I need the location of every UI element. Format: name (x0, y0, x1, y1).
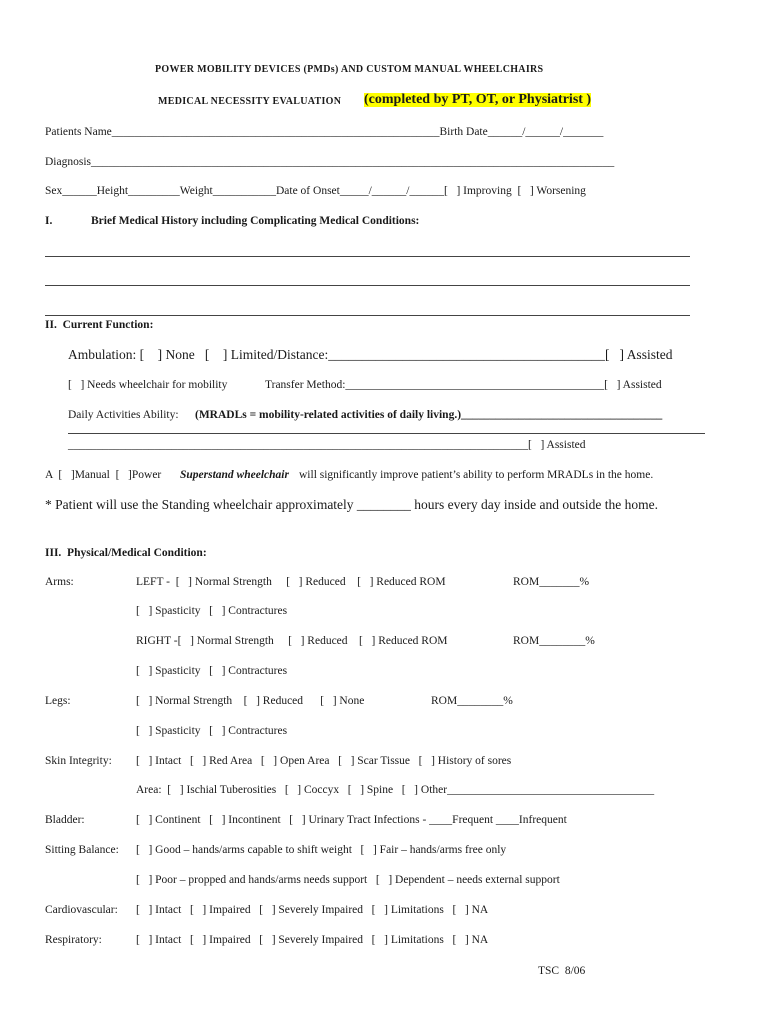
sitting-balance-options-1[interactable]: [ ] Good – hands/arms capable to shift weight [ ] Fair – hands/arms free only (136, 844, 507, 856)
form-title: POWER MOBILITY DEVICES (PMDs) AND CUSTOM MANUAL WHEELCHAIRS (155, 64, 544, 75)
form-subtitle: MEDICAL NECESSITY EVALUATION (158, 96, 342, 107)
respiratory-options[interactable]: [ ] Intact [ ] Impaired [ ] Severely Impaired [ ] Limitations [ ] NA (136, 934, 489, 946)
arms-label: Arms: (45, 576, 74, 588)
sitting-balance-label: Sitting Balance: (45, 844, 119, 856)
needs-wheelchair-checkbox[interactable]: [ ] Needs wheelchair for mobility (68, 379, 228, 391)
daily-activities-label: Daily Activities Ability: (68, 409, 179, 421)
legs-label: Legs: (45, 695, 71, 707)
skin-integrity-label: Skin Integrity: (45, 755, 112, 767)
section-3-title: III. Physical/Medical Condition: (45, 547, 207, 559)
sitting-balance-options-2[interactable]: [ ] Poor – propped and hands/arms needs support [ ] Dependent – needs external support (136, 874, 560, 886)
arms-right-options[interactable]: RIGHT -[ ] Normal Strength [ ] Reduced [ ] Reduced ROM (136, 635, 448, 647)
legs-options[interactable]: [ ] Normal Strength [ ] Reduced [ ] None (136, 695, 365, 707)
manual-power-checkboxes[interactable]: A [ ]Manual [ ]Power (45, 469, 162, 481)
completed-by-note: (completed by PT, OT, or Physiatrist ) (364, 92, 592, 107)
cardiovascular-label: Cardiovascular: (45, 904, 118, 916)
daily-activities-line[interactable] (68, 433, 705, 434)
arms-left-rom[interactable]: ROM_______% (513, 576, 590, 588)
ambulation-line[interactable]: Ambulation: [ ] None [ ] Limited/Distance:_________________________________________[ ] Assisted (68, 347, 673, 362)
transfer-method-line[interactable]: Transfer Method:_____________________________________________[ ] Assisted (265, 379, 662, 391)
standing-hours-line[interactable]: * Patient will use the Standing wheelchair approximately ________ hours every day inside and outside the home. (45, 497, 658, 512)
respiratory-label: Respiratory: (45, 934, 102, 946)
improvement-statement: will significantly improve patient’s ability to perform MRADLs in the home. (299, 469, 654, 481)
skin-area-options[interactable]: Area: [ ] Ischial Tuberosities [ ] Coccyx [ ] Spine [ ] Other____________________________________ (136, 784, 655, 796)
section-1-title: Brief Medical History including Complicating Medical Conditions: (91, 215, 420, 227)
sex-height-weight-line[interactable]: Sex______Height_________Weight___________Date of Onset_____/______/______[ ] Improving [ ] Worsening (45, 185, 586, 197)
patient-name-line[interactable]: Patients Name_________________________________________________________Birth Date______/______/_______ (45, 126, 604, 138)
arms-left-options[interactable]: LEFT - [ ] Normal Strength [ ] Reduced [ ] Reduced ROM (136, 576, 446, 588)
bladder-label: Bladder: (45, 814, 85, 826)
skin-integrity-options[interactable]: [ ] Intact [ ] Red Area [ ] Open Area [ ] Scar Tissue [ ] History of sores (136, 755, 512, 767)
section-2-title: II. Current Function: (45, 319, 154, 331)
arms-left-spasticity[interactable]: [ ] Spasticity [ ] Contractures (136, 605, 288, 617)
arms-right-rom[interactable]: ROM________% (513, 635, 595, 647)
cardiovascular-options[interactable]: [ ] Intact [ ] Impaired [ ] Severely Impaired [ ] Limitations [ ] NA (136, 904, 489, 916)
history-line-2[interactable] (45, 285, 690, 286)
daily-activities-assisted-line[interactable]: ________________________________________________________________________________[ ] Assisted (68, 439, 586, 451)
arms-right-spasticity[interactable]: [ ] Spasticity [ ] Contractures (136, 665, 288, 677)
mradls-definition[interactable]: (MRADLs = mobility-related activities of daily living.)___________________________________ (195, 409, 663, 421)
legs-rom[interactable]: ROM________% (431, 695, 513, 707)
superstand-wheelchair-label: Superstand wheelchair (180, 469, 289, 481)
section-1-number: I. (45, 215, 53, 227)
legs-spasticity[interactable]: [ ] Spasticity [ ] Contractures (136, 725, 288, 737)
form-code: TSC 8/06 (538, 965, 586, 977)
history-line-1[interactable] (45, 256, 690, 257)
bladder-options[interactable]: [ ] Continent [ ] Incontinent [ ] Urinary Tract Infections - ____Frequent ____Infrequent (136, 814, 567, 826)
history-line-3[interactable] (45, 315, 690, 316)
diagnosis-line[interactable]: Diagnosis___________________________________________________________________________________________ (45, 156, 615, 168)
